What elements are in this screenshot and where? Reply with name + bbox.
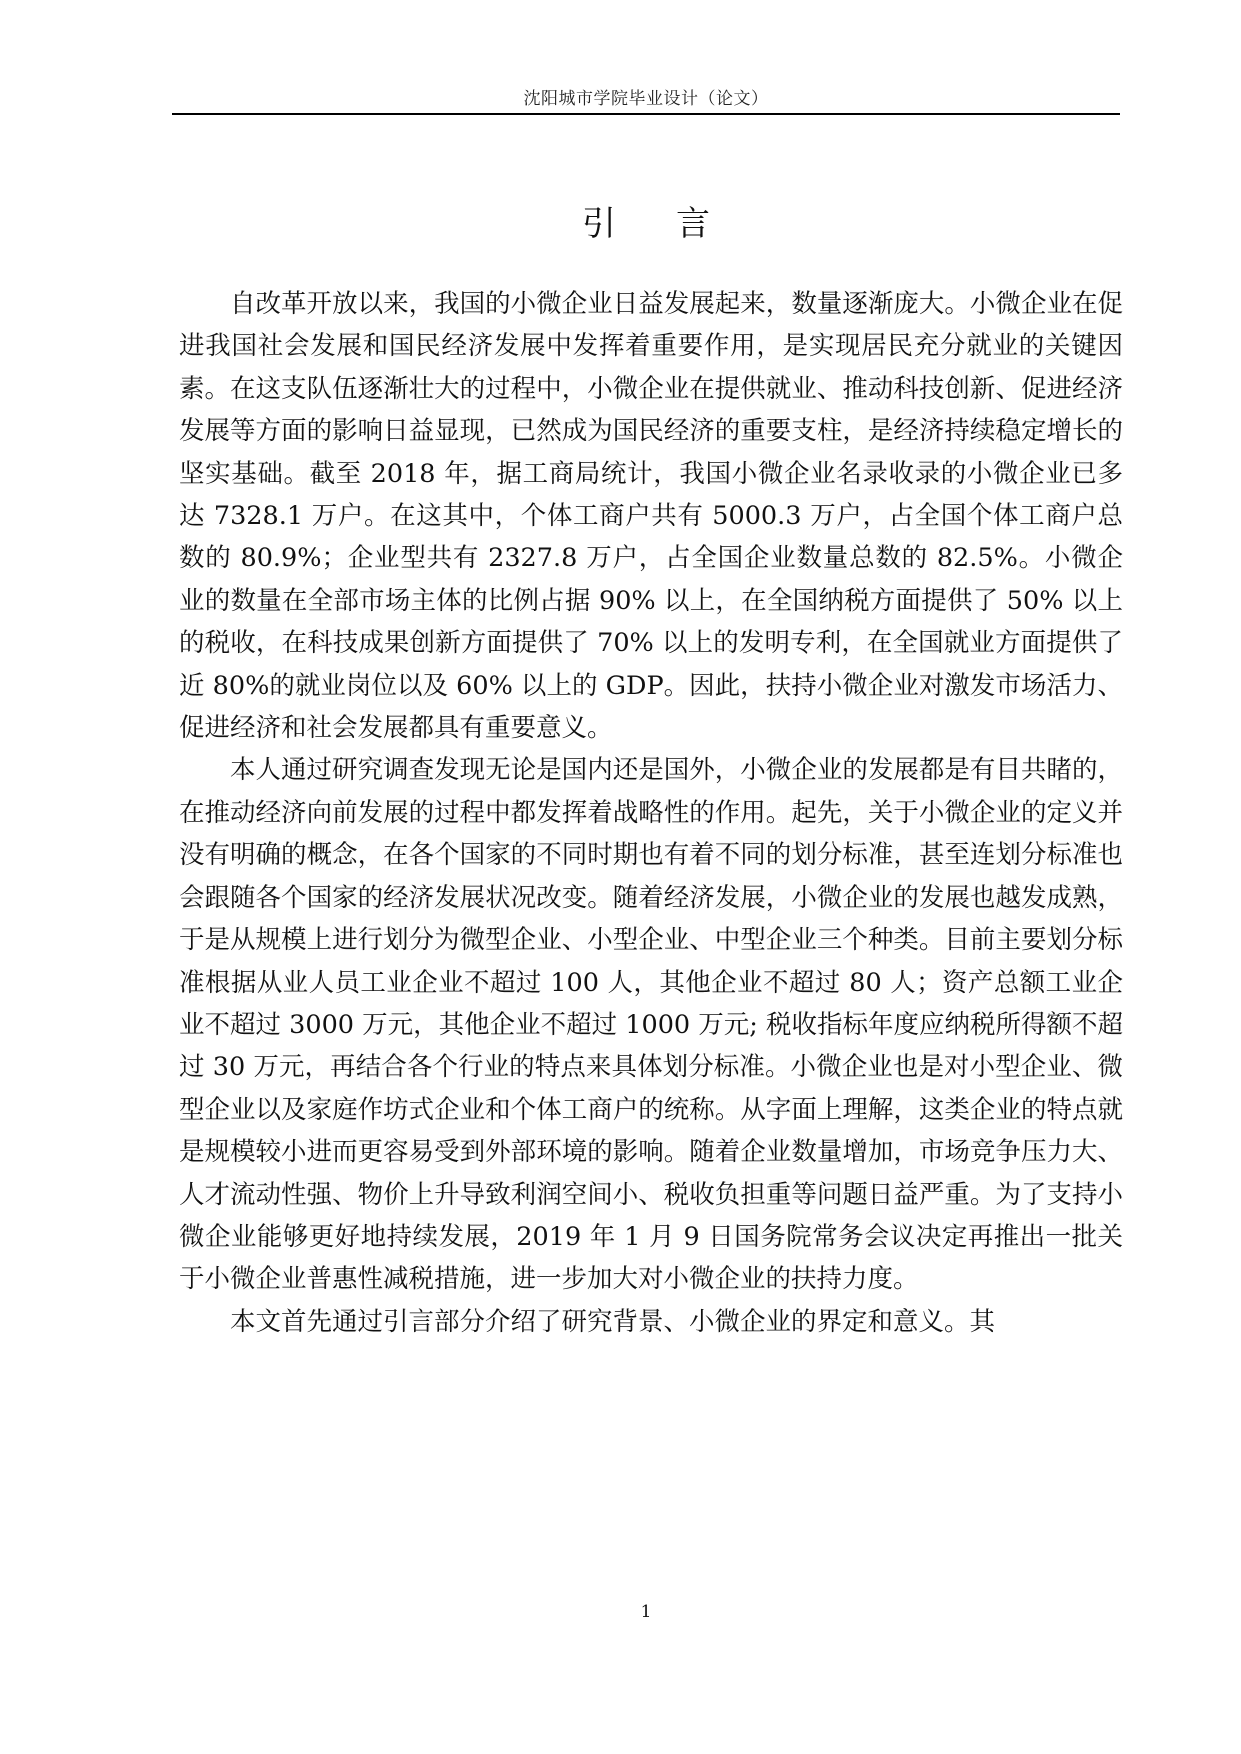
body-text	[179, 283, 1123, 1343]
paragraph-3: 本文首先通过引言部分介绍了研究背景、小微企业的界定和意义。其	[230, 1306, 996, 1337]
paragraph-2: 本人通过研究调查发现无论是国内还是国外，小微企业的发展都是有目共睹的，在推动经济向前发展的过程中都发挥着战略性的作用。起先，关于小微企业的定义并没有明确的概念，在各个国家的不同时期也有着不同的划分标准，甚至连划分标准也会跟随各个国家的经济发展状况改变。随着经济发展，小微企业的发展也越发成熟，于是从规模上进行划分为微型企业、小型企业、中型企业三个种类。目前主要划分标准根据从业人员工业企业不超过 100 人，其他企业不超过 80 人；资产总额工业企业不超过 3000 万元，其他企业不超过 1000 万元; 税收指标年度应纳税所得额不超过 30 万元，再结合各个行业的特点来具体划分标准。小微企业也是对小型企业、微型企业以及家庭作坊式企业和个体工商户的统称。从字面上理解，这类企业的特点就是规模较小进而更容易受到外部环境的影响。随着企业数量增加，市场竞争压力大、人才流动性强、物价上升导致利润空间小、税收负担重等问题日益严重。为了支持小微企业能够更好地持续发展，2019 年 1 月 9 日国务院常务会议决定再推出一批关于小微企业普惠性减税措施，进一步加大对小微企业的扶持力度。	[179, 755, 1123, 1295]
header-rule	[172, 113, 1120, 115]
page-title: 引言	[582, 204, 770, 244]
paragraph-1: 自改革开放以来，我国的小微企业日益发展起来，数量逐渐庞大。小微企业在促进我国社会发展和国民经济发展中发挥着重要作用，是实现居民充分就业的关键因素。在这支队伍逐渐壮大的过程中，小微企业在提供就业、推动科技创新、促进经济发展等方面的影响日益显现，已然成为国民经济的重要支柱，是经济持续稳定增长的坚实基础。截至 2018 年，据工商局统计，我国小微企业名录收录的小微企业已多达 7328.1 万户。在这其中，个体工商户共有 5000.3 万户，占全国个体工商户总数的 80.9%；企业型共有 2327.8 万户，占全国企业数量总数的 82.5%。小微企业的数量在全部市场主体的比例占据 90% 以上，在全国纳税方面提供了 50% 以上的税收，在科技成果创新方面提供了 70% 以上的发明专利，在全国就业方面提供了近 80%的就业岗位以及 60% 以上的 GDP。因此，扶持小微企业对激发市场活力、促进经济和社会发展都具有重要意义。	[179, 289, 1123, 744]
page-number: 1	[640, 1602, 652, 1622]
running-header: 沈阳城市学院毕业设计（论文）	[523, 89, 769, 109]
